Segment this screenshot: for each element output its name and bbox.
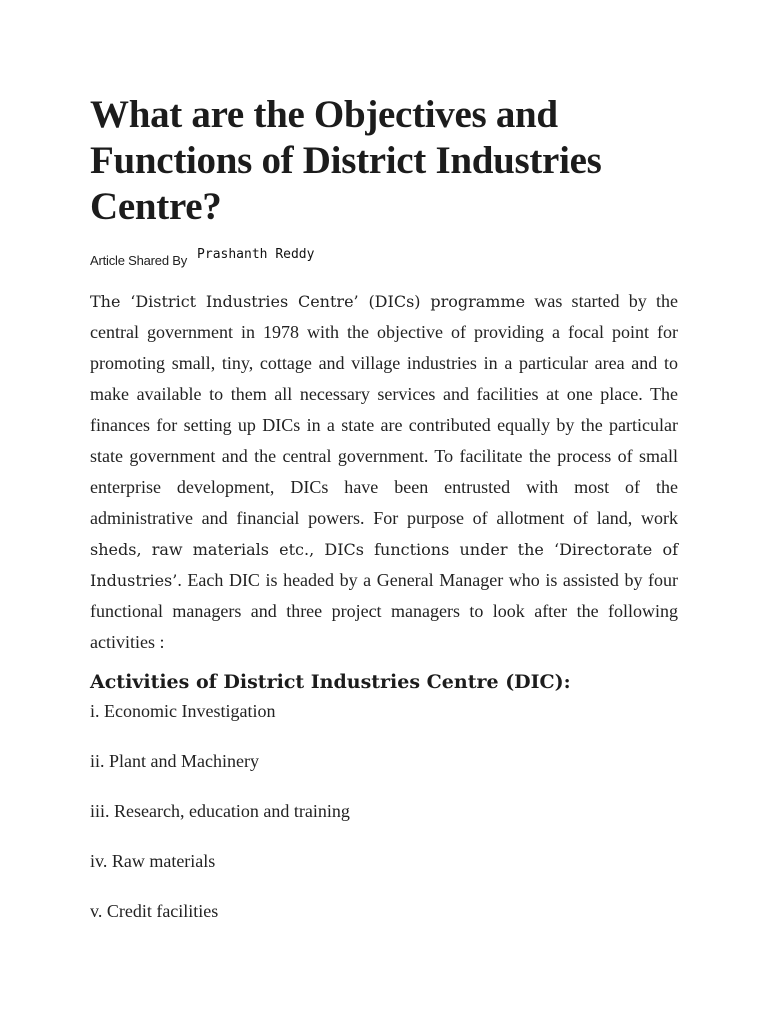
activities-list xyxy=(90,700,678,922)
paragraph-segment-2: was started by the central government in 1978 with the objective of providing a focal point for promoting small, tiny, cottage and village industries in a particular area and to make available to them all necessary services and facilities at one place. The finances for setting up DICs in a state are contributed equally by the particular state government and the central government. To facilitate the process of small enterprise development, DICs have been entrusted with most of the administrative and financial powers. For purpose of allotment of land, work xyxy=(90,291,678,528)
section-heading: Activities of District Industries Centre (DIC): xyxy=(90,671,571,693)
article-title: What are the Objectives and Functions of District Industries Centre? xyxy=(90,93,602,228)
list-item: iv. Raw materials xyxy=(90,851,216,871)
list-item: i. Economic Investigation xyxy=(90,701,276,721)
article xyxy=(90,92,678,950)
intro-paragraph xyxy=(90,286,678,658)
byline-label: Article Shared By xyxy=(90,253,188,268)
list-item: iii. Research, education and training xyxy=(90,801,350,821)
paragraph-segment-3: sheds, raw materials etc., DICs functions under the ‘Directorate of Industries’ xyxy=(90,540,678,590)
byline xyxy=(90,244,678,268)
list-item: ii. Plant and Machinery xyxy=(90,751,259,771)
author-name[interactable]: Prashanth Reddy xyxy=(197,247,315,262)
list-item: v. Credit facilities xyxy=(90,901,219,921)
paragraph-segment-4: . Each DIC is headed by a General Manager who is assisted by four functional managers and three project managers to look after the following activities : xyxy=(90,570,678,652)
paragraph-segment-1: The ‘District Industries Centre’ (DICs) programme xyxy=(90,292,526,311)
